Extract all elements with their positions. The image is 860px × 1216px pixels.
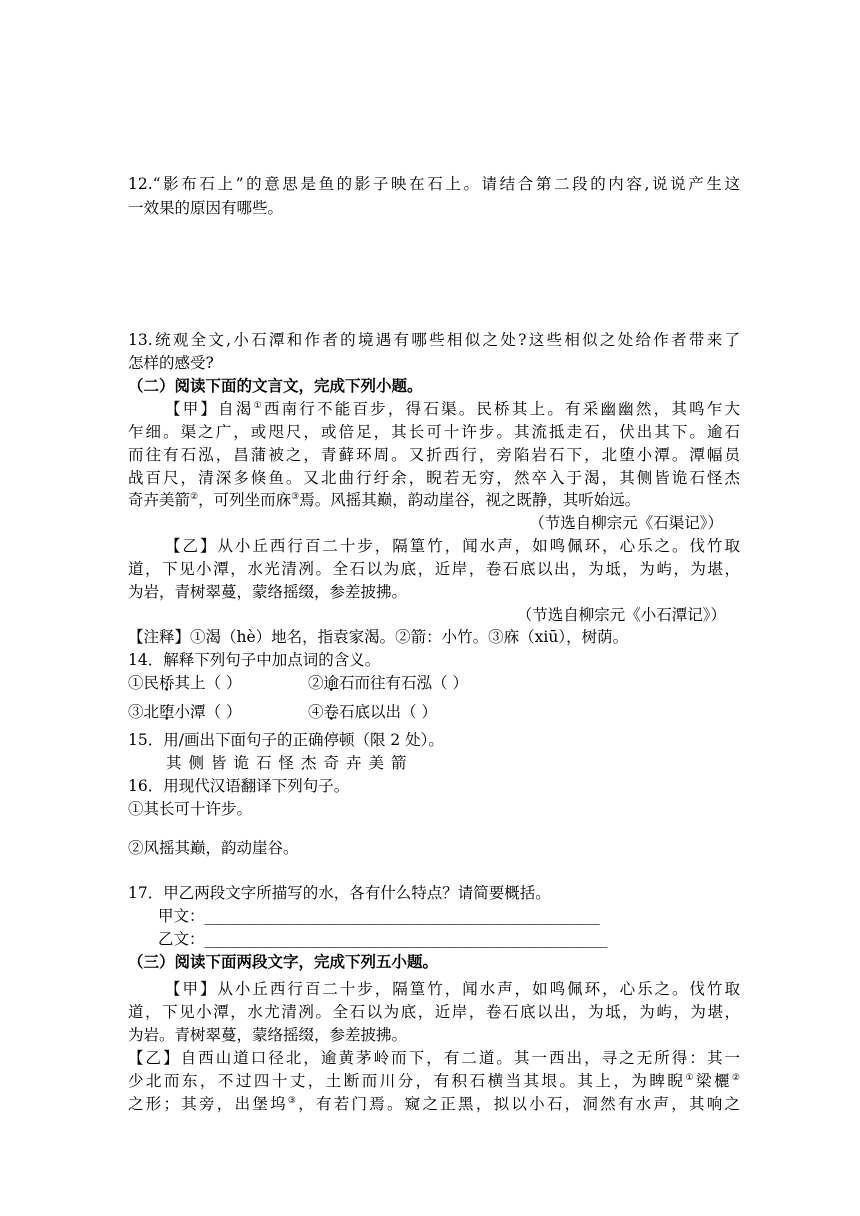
q15-title: 15．用/画出下面句子的正确停顿（限 2 处）。 xyxy=(128,731,444,749)
q17-answer-jia[interactable]: 甲文：___________________________________________________ xyxy=(158,907,600,925)
section3-jia-line-1: 【甲】从小丘西行百二十步，隔篁竹，闻水声，如鸣佩环，心乐之。伐竹取 xyxy=(165,980,740,998)
section2-yi-line-1: 【乙】从小丘西行百二十步，隔篁竹，闻水声，如鸣佩环，心乐之。伐竹取 xyxy=(165,537,740,555)
q14-item-1: ①民桥其上（ ） xyxy=(128,674,242,692)
q14-item-1-dotted-word: 桥 xyxy=(159,674,175,692)
q16-title: 16．用现代汉语翻译下列句子。 xyxy=(128,777,350,795)
section2-jia-line-4: 战百尺，清深多倏鱼。又北曲行纡余，睨若无穷，然卒入于渴，其侧皆诡石怪杰 xyxy=(128,469,740,487)
section3-title: （三）阅读下面两段文字，完成下列五小题。 xyxy=(128,952,439,971)
q13-line-1: 13.统观全文,小石潭和作者的境遇有哪些相似之处?这些相似之处给作者带来了 xyxy=(128,331,740,349)
q14-item-4: ④卷石底以出（ ） xyxy=(308,703,437,721)
section2-jia-source: （节选自柳宗元《石渠记》） xyxy=(529,514,723,532)
section3-yi-line-1: 【乙】自西山道口径北，逾黄茅岭而下，有二道。其一西出，寻之无所得：其一 xyxy=(128,1049,740,1067)
q14-item-2-dotted-word: 逾 xyxy=(323,674,340,692)
section2-jia-line-2: 乍细。渠之广，或咫尺，或倍足，其长可十许步。其流抵走石，伏出其下。逾石 xyxy=(128,423,740,441)
section2-title: （二）阅读下面的文言文，完成下列小题。 xyxy=(128,376,423,395)
section2-yi-source: （节选自柳宗元《小石潭记》） xyxy=(516,606,726,624)
q16-sentence-2: ②风摇其巅，韵动崖谷。 xyxy=(128,839,299,857)
q15-sentence: 其侧皆诡石怪杰奇卉美箭 xyxy=(166,754,414,772)
q17-answer-yi[interactable]: 乙文：____________________________________________________ xyxy=(158,930,608,948)
section3-jia-line-3: 为岩。青树翠蔓，蒙络摇缀，参差披拂。 xyxy=(128,1026,408,1044)
q16-sentence-1: ①其长可十许步。 xyxy=(128,800,253,818)
q14-title: 14．解释下列句子中加点词的含义。 xyxy=(128,651,381,669)
section2-jia-line-3: 而往有石泓，昌蒲被之，青藓环周。又折西行，旁陷岩石下，北堕小潭。潭幅员 xyxy=(128,446,740,464)
q14-item-2: ②逾石而往有石泓（ ） xyxy=(308,674,468,692)
q14-item-3-dotted-word: 堕 xyxy=(159,703,175,721)
q14-item-3: ③北堕小潭（ ） xyxy=(128,703,242,721)
q17-title: 17．甲乙两段文字所描写的水，各有什么特点？请简要概括。 xyxy=(128,884,551,902)
section2-jia-line-1: 【甲】自渴①西南行不能百步，得石渠。民桥其上。有采幽幽然，其鸣乍大 xyxy=(165,400,740,418)
section2-notes: 【注释】①渴（hè）地名，指袁家渴。②箭：小竹。③庥（xiū），树荫。 xyxy=(128,628,629,646)
section3-jia-line-2: 道，下见小潭，水尤清冽。全石以为底，近岸，卷石底以出，为坻，为屿，为堪， xyxy=(128,1003,740,1021)
q12-line-2: 一效果的原因有哪些。 xyxy=(128,199,284,217)
section3-yi-line-3: 之形；其旁，出堡坞③，有若门焉。窥之正黑，拟以小石，洞然有水声，其响之 xyxy=(128,1095,740,1113)
section2-yi-line-2: 道，下见小潭，水光清冽。全石以为底，近岸，卷石底以出，为坻，为屿，为堪， xyxy=(128,560,740,578)
section2-yi-line-3: 为岩，青树翠蔓，蒙络摇缀，参差披拂。 xyxy=(128,583,408,601)
q12-line-1: 12.“影布石上”的意思是鱼的影子映在石上。请结合第二段的内容,说说产生这 xyxy=(128,175,740,193)
q14-item-4-dotted-word: 卷 xyxy=(323,703,340,721)
section3-yi-line-2: 少北而东，不过四十丈，土断而川分，有积石横当其垠。其上，为睥睨①梁欐② xyxy=(128,1072,740,1090)
section2-jia-line-5: 奇卉美箭②，可列坐而庥③焉。风摇其巅，韵动崖谷，视之既静，其听始远。 xyxy=(128,491,641,509)
q13-line-2: 怎样的感受? xyxy=(128,354,214,372)
